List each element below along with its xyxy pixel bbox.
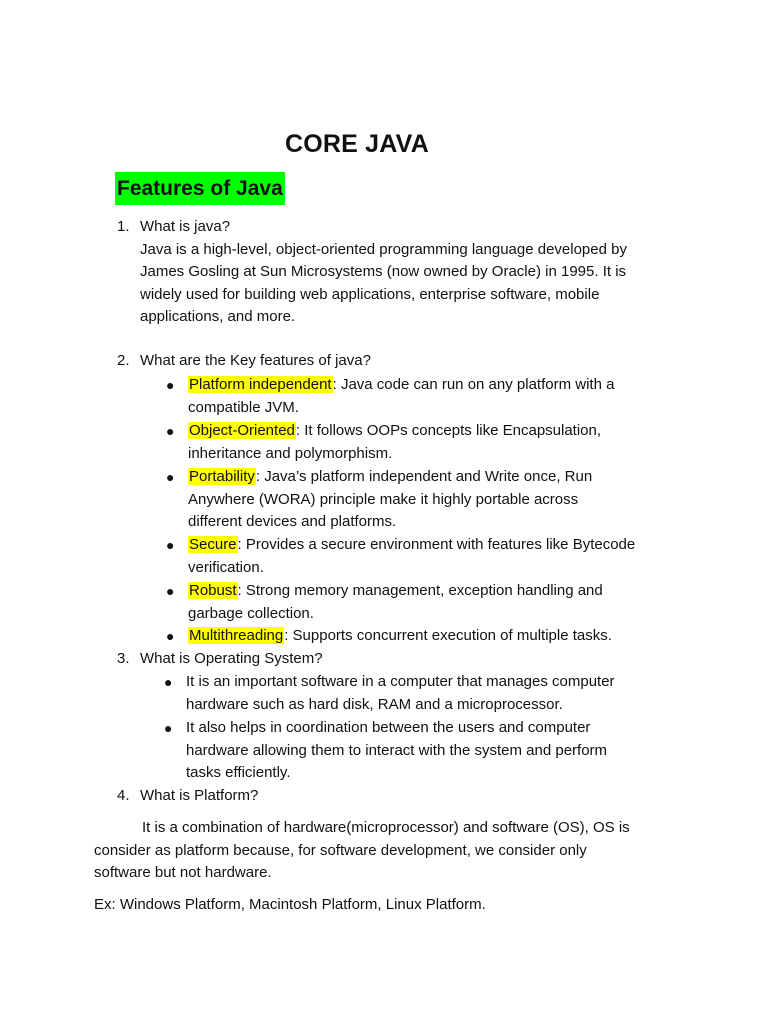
- feature-item: [188, 580, 603, 603]
- feature-description: : Java code can run on any platform with a: [332, 376, 615, 393]
- bullet-icon: ●: [164, 674, 173, 690]
- answer-line: applications, and more.: [140, 308, 296, 325]
- os-bullet-line: It also helps in coordination between the users and computer: [186, 719, 591, 736]
- feature-term: Secure: [189, 536, 237, 553]
- question-text: What is Operating System?: [140, 650, 323, 667]
- bullet-icon: ●: [164, 720, 173, 736]
- section-heading: Features of Java: [115, 172, 285, 205]
- feature-term: Robust: [189, 582, 237, 599]
- os-bullet-line: It is an important software in a computer that manages computer: [186, 673, 615, 690]
- os-bullet-line: hardware allowing them to interact with the system and perform: [186, 741, 608, 759]
- question-number: 4.: [117, 787, 130, 804]
- os-bullet-line: tasks efficiently.: [186, 764, 291, 781]
- bullet-icon: ●: [166, 377, 175, 393]
- feature-description: : Java’s platform independent and Write once, Run: [255, 468, 593, 485]
- feature-description: verification.: [188, 558, 264, 576]
- document-title: CORE JAVA: [285, 130, 429, 158]
- question-number: 3.: [117, 650, 130, 667]
- question-text: What is java?: [140, 218, 231, 235]
- feature-term: Platform independent: [189, 376, 332, 393]
- answer-line: James Gosling at Sun Microsystems (now owned by Oracle) in 1995. It is: [140, 263, 627, 280]
- paragraph-line: software but not hardware.: [94, 864, 272, 881]
- feature-item: [188, 534, 635, 557]
- feature-term: Portability: [189, 468, 255, 485]
- paragraph-line: It is a combination of hardware(microprocessor) and software (OS), OS is: [142, 819, 630, 836]
- bullet-icon: ●: [166, 423, 175, 439]
- paragraph-line: consider as platform because, for software development, we consider only: [94, 841, 587, 859]
- feature-description: : It follows OOPs concepts like Encapsulation,: [295, 422, 602, 439]
- bullet-icon: ●: [166, 469, 175, 485]
- os-bullet-line: hardware such as hard disk, RAM and a microprocessor.: [186, 695, 563, 713]
- feature-description: : Supports concurrent execution of multiple tasks.: [284, 627, 612, 644]
- feature-description: different devices and platforms.: [188, 513, 397, 530]
- question-text: What is Platform?: [140, 787, 259, 804]
- question-number: 2.: [117, 352, 130, 369]
- example-line: Ex: Windows Platform, Macintosh Platform, Linux Platform.: [94, 896, 486, 913]
- question-number: 1.: [117, 218, 130, 235]
- feature-description: : Strong memory management, exception handling and: [237, 582, 603, 599]
- question-text: What are the Key features of java?: [140, 352, 371, 369]
- feature-description: : Provides a secure environment with features like Bytecode: [237, 536, 636, 553]
- feature-item: [188, 374, 614, 397]
- answer-line: Java is a high-level, object-oriented programming language developed by: [140, 240, 627, 258]
- feature-description: Anywhere (WORA) principle make it highly portable across: [188, 490, 579, 508]
- feature-description: compatible JVM.: [188, 398, 299, 416]
- feature-term: Multithreading: [189, 627, 284, 644]
- feature-term: Object-Oriented: [189, 422, 295, 439]
- feature-description: inheritance and polymorphism.: [188, 444, 393, 462]
- feature-description: garbage collection.: [188, 604, 314, 622]
- bullet-icon: ●: [166, 537, 175, 553]
- bullet-icon: ●: [166, 628, 175, 644]
- feature-item: [188, 420, 601, 443]
- answer-line: widely used for building web applications, enterprise software, mobile: [140, 285, 600, 303]
- bullet-icon: ●: [166, 583, 175, 599]
- feature-item: [188, 466, 592, 489]
- feature-item: [188, 625, 612, 648]
